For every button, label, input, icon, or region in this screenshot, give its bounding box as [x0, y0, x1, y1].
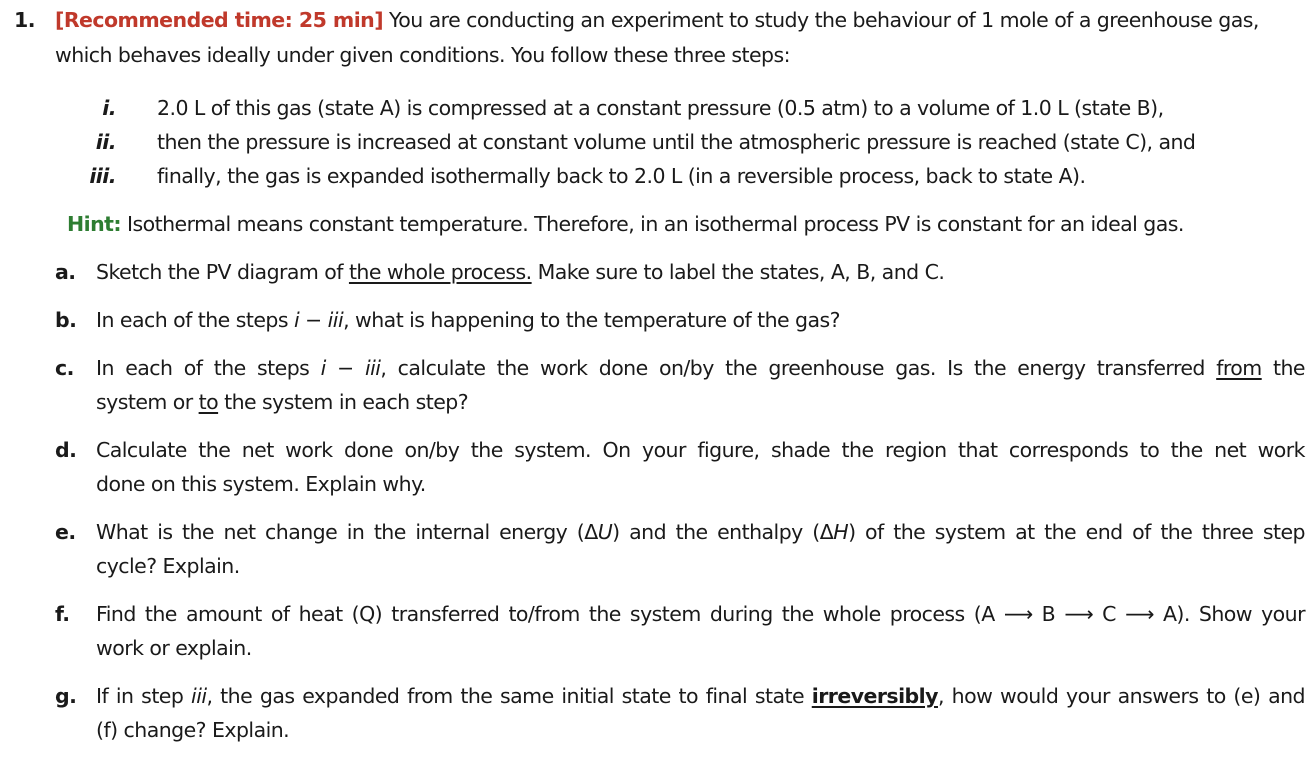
part-e-H: H: [833, 520, 849, 544]
part-letter-g: g.: [55, 684, 77, 708]
part-f-line-2: work or explain.: [96, 636, 252, 660]
part-letter-b: b.: [55, 308, 77, 332]
question-intro-line-1: [55, 3, 1259, 37]
part-a-text: [96, 255, 944, 289]
part-b-text: [96, 303, 840, 337]
part-c-from: from: [1216, 356, 1262, 380]
hint-label: Hint:: [67, 212, 122, 236]
step-text-i: 2.0 L of this gas (state A) is compressed at a constant pressure (0.5 atm) to a volume of 1.0 L (state B),: [157, 96, 1164, 120]
part-letter-c: c.: [55, 356, 74, 380]
part-c-dash: −: [325, 356, 365, 380]
part-c-pre: In each of the steps: [96, 356, 321, 380]
part-c-the: the: [1273, 356, 1305, 380]
step-numeral-i: i.: [102, 96, 116, 120]
step-text-ii: then the pressure is increased at constant volume until the atmospheric pressure is reached (state C), and: [157, 130, 1196, 154]
hint-text: Isothermal means constant temperature. Therefore, in an isothermal process PV is constant for an ideal gas.: [121, 212, 1184, 236]
step-numeral-iii: iii.: [89, 164, 116, 188]
part-b-iii: iii: [327, 308, 344, 332]
part-letter-f: f.: [55, 602, 70, 626]
step-numeral-ii: ii.: [95, 130, 116, 154]
part-g-post: , how would your answers to (e) and: [937, 684, 1305, 708]
question-intro-line-2: which behaves ideally under given conditions. You follow these three steps:: [55, 43, 790, 67]
intro-text: You are conducting an experiment to study the behaviour of 1 mole of a greenhouse gas,: [383, 8, 1259, 32]
part-c-mid: , calculate the work done on/by the greenhouse gas. Is the energy transferred: [380, 356, 1217, 380]
part-e-line-1: [96, 515, 1305, 549]
part-c-iii: iii: [364, 356, 381, 380]
part-g-mid: , the gas expanded from the same initial state to final state: [206, 684, 812, 708]
part-c-l2-pre: system or: [96, 390, 199, 414]
hint: [67, 207, 1184, 241]
step-text-iii: finally, the gas is expanded isothermally back to 2.0 L (in a reversible process, back to state A).: [157, 164, 1086, 188]
part-g-pre: If in step: [96, 684, 192, 708]
part-b-i: i: [293, 308, 300, 332]
part-b-post: , what is happening to the temperature of the gas?: [343, 308, 840, 332]
part-d-line-1: Calculate the net work done on/by the system. On your figure, shade the region that corresponds to the net work: [96, 438, 1305, 462]
part-g-line-2: (f) change? Explain.: [96, 718, 290, 742]
part-c-l2-post: the system in each step?: [218, 390, 469, 414]
part-c-i: i: [320, 356, 326, 380]
part-b-pre: In each of the steps: [96, 308, 294, 332]
part-a-underlined: the whole process.: [348, 260, 532, 284]
part-g-line-1: [96, 679, 1305, 713]
part-e-U: U: [597, 520, 613, 544]
part-a-pre: Sketch the PV diagram of: [96, 260, 349, 284]
part-f-line-1: Find the amount of heat (Q) transferred to/from the system during the whole process (A ⟶ B ⟶ C ⟶ A). Show your: [96, 602, 1305, 626]
part-letter-e: e.: [55, 520, 76, 544]
part-e-pre: What is the net change in the internal energy (Δ: [96, 520, 598, 544]
part-a-post: Make sure to label the states, A, B, and C.: [531, 260, 945, 284]
part-e-post: ) of the system at the end of the three step: [848, 520, 1305, 544]
part-b-dash: −: [299, 308, 328, 332]
recommended-time: [Recommended time: 25 min]: [55, 8, 384, 32]
part-g-iii: iii: [191, 684, 207, 708]
part-d-line-2: done on this system. Explain why.: [96, 472, 426, 496]
part-letter-a: a.: [55, 260, 76, 284]
part-c-line-1: [96, 351, 1305, 385]
part-c-to: to: [198, 390, 219, 414]
question-number: 1.: [14, 8, 35, 32]
part-c-line-2: [96, 385, 468, 419]
part-g-irreversibly: irreversibly: [811, 684, 938, 708]
part-e-line-2: cycle? Explain.: [96, 554, 240, 578]
part-letter-d: d.: [55, 438, 77, 462]
part-e-mid: ) and the enthalpy (Δ: [612, 520, 834, 544]
